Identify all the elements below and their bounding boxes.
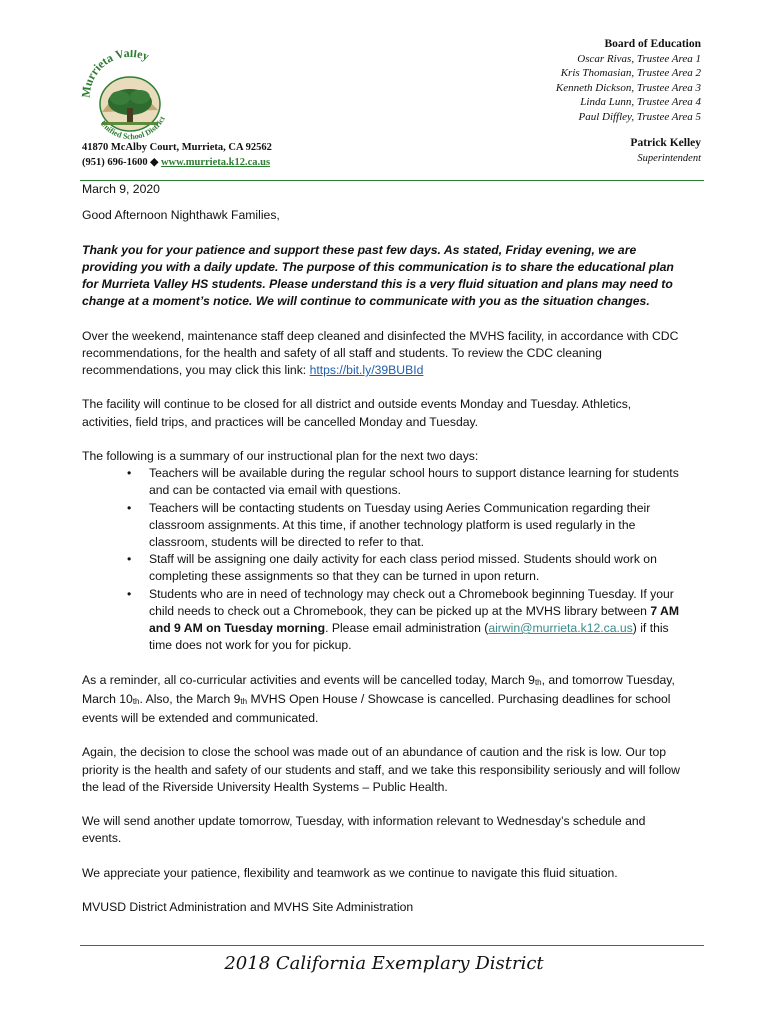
chromebook-text-b: . Please email administration ( (325, 621, 489, 636)
district-logo (78, 50, 182, 144)
superintendent-name: Patrick Kelley (630, 137, 701, 149)
list-item (127, 500, 682, 552)
cleaning-text: Over the weekend, maintenance staff deep cleaned and disinfected the MVHS facility, in accordance with CDC recommendations, for the health and safety of all staff and students. To review the CDC cleaning recommendations, you may click this link: (82, 328, 679, 377)
trustee-line: Oscar Rivas, Trustee Area 1 (577, 52, 701, 65)
superintendent-role: Superintendent (637, 153, 701, 164)
board-title: Board of Education (604, 38, 701, 50)
separator-diamond: ◆ (150, 157, 159, 168)
list-item-text: Staff will be assigning one daily activity for each class period missed. Students should work on completing these assignments so that they can be turned in upon return. (149, 552, 657, 584)
bullet-icon: • (127, 552, 132, 567)
trustee-line: Linda Lunn, Trustee Area 4 (580, 96, 701, 109)
chromebook-text-a: Students who are in need of technology may check out a Chromebook beginning Tuesday. If your child needs to check out a Chromebook, they can be picked up at the MVHS library between (149, 586, 674, 618)
trustee-line: Kenneth Dickson, Trustee Area 3 (555, 81, 701, 94)
letter-date: March 9, 2020 (82, 182, 160, 196)
reminder-text: MVHS Open House / Showcase is cancelled. Purchasing deadlines for school events will be extended and communicated. (82, 691, 671, 726)
cleaning-paragraph (82, 328, 682, 380)
footer-divider (80, 945, 704, 946)
logo-top-text: Murrieta Valley (78, 50, 152, 99)
reminder-text: , and tomorrow Tuesday, March 10 (82, 672, 675, 706)
reminder-text: As a reminder, all co-curricular activities and events will be cancelled today, March 9 (82, 672, 535, 687)
intro-paragraph: Thank you for your patience and support these past few days. As stated, Friday evening, we are providing you with a daily update. The purpose of this communication is to share the educational plan for Murrieta Valley HS students. Please understand this is a very fluid situation and plans may need to change at a moment’s notice. We will continue to communicate with you as the situation changes. (82, 242, 674, 309)
superintendent-block (630, 136, 701, 166)
footer-slogan: 2018 California Exemplary District (224, 953, 544, 974)
board-of-education (556, 37, 701, 125)
trustee-line: Kris Thomasian, Trustee Area 2 (560, 67, 701, 80)
contact-line (82, 155, 272, 170)
signoff: MVUSD District Administration and MVHS Site Administration (82, 900, 414, 915)
letter-body (82, 181, 682, 934)
list-item (127, 465, 682, 499)
greeting: Good Afternoon Nighthawk Families, (82, 208, 280, 223)
facility-paragraph: The facility will continue to be closed for all district and outside events Monday and Tuesday. Athletics, activities, field trips, and practices will be cancelled Monday and Tuesday. (82, 397, 632, 429)
ordinal-suffix: th (132, 696, 140, 706)
ordinal-suffix: th (240, 696, 248, 706)
oak-tree-logo-icon (78, 50, 182, 144)
logo-bottom-text: Unified School District (98, 114, 167, 142)
list-item-text: Teachers will be contacting students on Tuesday using Aeries Communication regarding their classroom assignments. At this time, if another technology platform is used regularly in the classroom, students will be directed to refer to that. (149, 500, 651, 549)
ordinal-suffix: th (534, 677, 542, 687)
appreciation-paragraph: We appreciate your patience, flexibility and teamwork as we continue to navigate this fluid situation. (82, 865, 618, 880)
reminder-text: . Also, the March 9 (139, 691, 241, 706)
cdc-link[interactable]: https://bit.ly/39BUBId (309, 363, 424, 377)
trustee-line: Paul Diffley, Trustee Area 5 (578, 110, 701, 123)
website-link[interactable]: www.murrieta.k12.ca.us (160, 157, 271, 168)
reminder-paragraph (82, 672, 682, 728)
list-item (127, 586, 682, 655)
list-item-text: Teachers will be available during the regular school hours to support distance learning for students and can be contacted via email with questions. (149, 466, 679, 498)
update-paragraph: We will send another update tomorrow, Tuesday, with information relevant to Wednesday’s schedule and events. (82, 814, 646, 846)
bullet-icon: • (127, 500, 132, 515)
district-address (82, 140, 272, 170)
bullet-icon: • (127, 466, 132, 481)
summary-intro: The following is a summary of our instructional plan for the next two days: (82, 448, 479, 463)
admin-email-link[interactable]: airwin@murrieta.k12.ca.us (488, 621, 633, 636)
phone-number: (951) 696-1600 (82, 157, 148, 168)
list-item (127, 551, 682, 585)
bullet-icon: • (127, 586, 132, 601)
street-address: 41870 McAlby Court, Murrieta, CA 92562 (82, 142, 272, 153)
chromebook-text-c: ) if this time does not work for you for pickup. (149, 621, 669, 653)
pickup-time: 7 AM and 9 AM on Tuesday morning (149, 603, 679, 636)
instruction-list (82, 465, 682, 654)
decision-paragraph: Again, the decision to close the school was made out of an abundance of caution and the risk is low. Our top priority is the health and safety of our students and staff, and we take this responsibility seriously and will follow the lead of the Riverside University Health Systems – Public Health. (82, 745, 680, 794)
